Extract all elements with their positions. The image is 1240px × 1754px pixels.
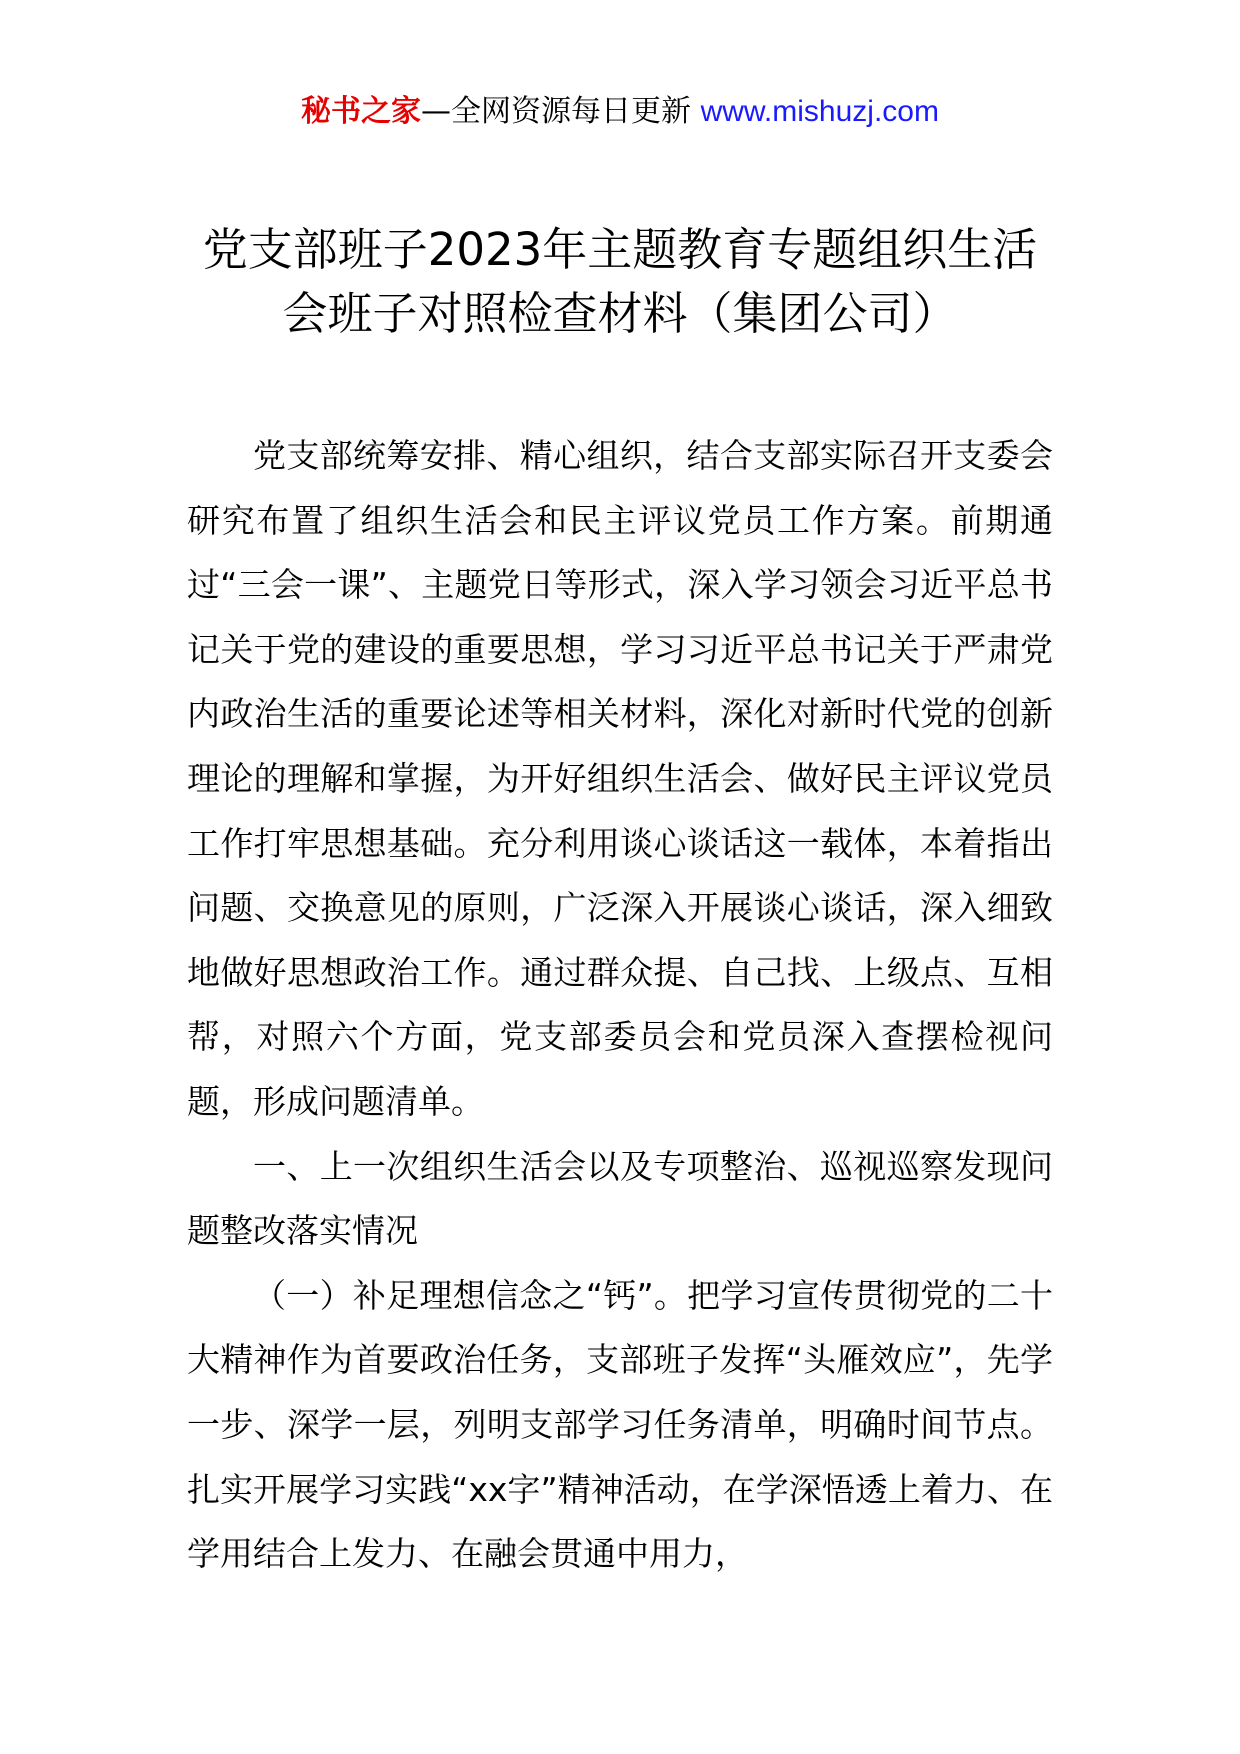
site-brand: 秘书之家 bbox=[301, 94, 422, 129]
site-header bbox=[0, 92, 1240, 132]
site-slogan: —全网资源每日更新 bbox=[421, 94, 692, 129]
title-line-2: 会班子对照检查材料（集团公司） bbox=[282, 287, 958, 340]
section-heading-1: 一、上一次组织生活会以及专项整治、巡视巡察发现问题整改落实情况 bbox=[187, 1146, 1053, 1251]
document-body bbox=[187, 424, 1053, 1587]
document-title bbox=[150, 218, 1090, 346]
subsection-paragraph-1: （一）补足理想信念之“钙”。把学习宣传贯彻党的二十大精神作为首要政治任务，支部班子发挥“头雁效应”，先学一步、深学一层，列明支部学习任务清单，明确时间节点。扎实开展学习实践“xx字”精神活动，在学深悟透上着力、在学用结合上发力、在融会贯通中用力， bbox=[187, 1275, 1053, 1574]
site-url-link[interactable]: www.mishuzj.com bbox=[700, 95, 939, 128]
title-line-1: 党支部班子2023年主题教育专题组织生活 bbox=[202, 223, 1038, 276]
intro-paragraph: 党支部统筹安排、精心组织，结合支部实际召开支委会研究布置了组织生活会和民主评议党员工作方案。前期通过“三会一课”、主题党日等形式，深入学习领会习近平总书记关于党的建设的重要思想，学习习近平总书记关于严肃党内政治生活的重要论述等相关材料，深化对新时代党的创新理论的理解和掌握，为开好组织生活会、做好民主评议党员工作打牢思想基础。充分利用谈心谈话这一载体，本着指出问题、交换意见的原则，广泛深入开展谈心谈话，深入细致地做好思想政治工作。通过群众提、自己找、上级点、互相帮，对照六个方面，党支部委员会和党员深入查摆检视问题，形成问题清单。 bbox=[187, 436, 1053, 1121]
